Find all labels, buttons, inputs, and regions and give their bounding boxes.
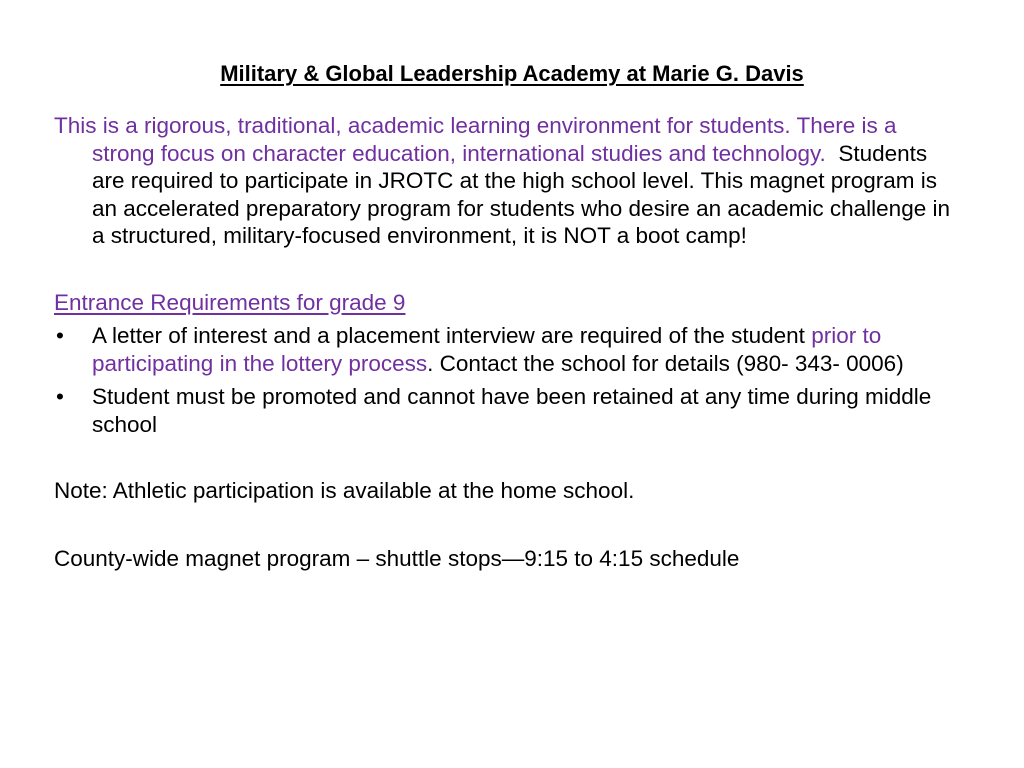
slide-content [54,112,954,572]
schedule-line: County-wide magnet program – shuttle stops—9:15 to 4:15 schedule [54,545,740,571]
requirements-heading: Entrance Requirements for grade 9 [54,289,406,315]
requirement-text: A letter of interest and a placement interview are required of the student [92,323,805,348]
requirements-list [54,322,954,438]
requirement-purple-text: prior to participating in the lottery process [92,323,882,376]
requirement-text: Student must be promoted and cannot have been retained at any time during middle school [92,384,932,437]
intro-paragraph [54,112,954,250]
bullet-icon: • [56,323,64,348]
list-item [54,383,954,438]
list-item [54,322,954,377]
intro-purple-text: This is a rigorous, traditional, academic learning environment for students. There is a strong focus on character education, international studies and technology. [54,113,897,166]
bullet-icon: • [56,384,64,409]
slide-title: Military & Global Leadership Academy at Marie G. Davis [220,61,804,86]
athletics-note: Note: Athletic participation is available at the home school. [54,478,635,503]
requirement-contact-text: . Contact the school for details (980- 343- 0006) [427,350,904,376]
intro-black-text: Students are required to participate in JROTC at the high school level. This magnet program is an accelerated preparatory program for students who desire an academic challenge in a structured, military-focused environment, it is NOT a boot camp! [92,140,950,248]
